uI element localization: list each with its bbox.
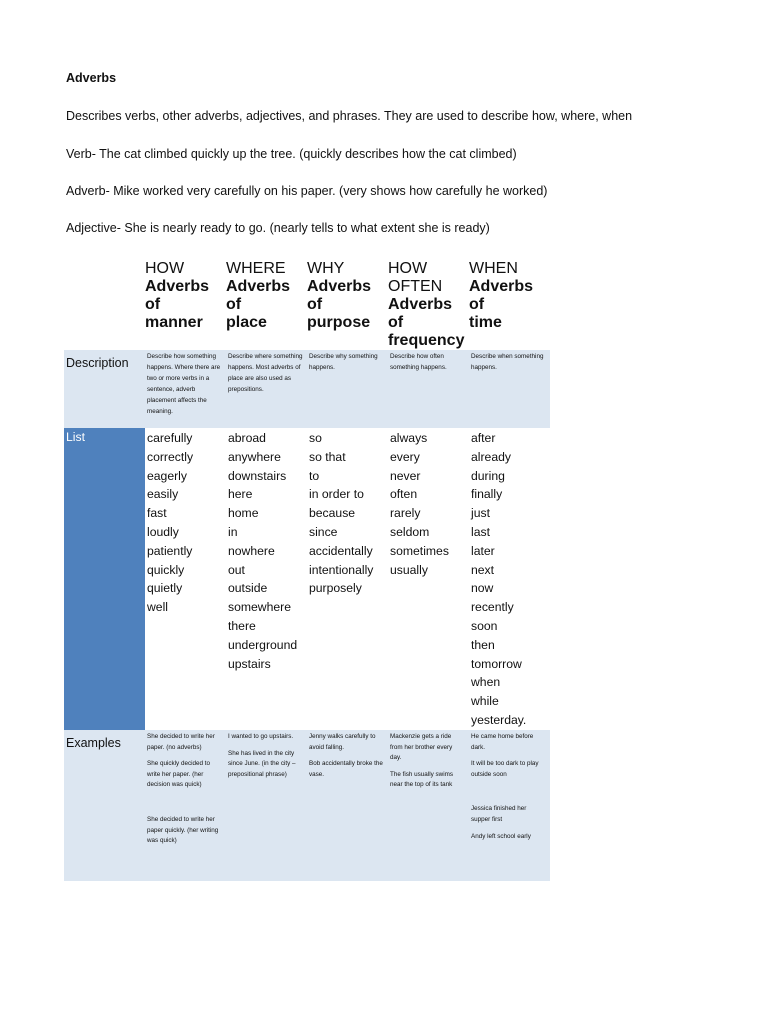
header-type: Adverbs of <box>307 278 372 313</box>
list-item: intentionally <box>309 562 374 577</box>
example-sentence: She decided to write her paper. (no adverbs) <box>147 733 215 751</box>
header-question: HOW OFTEN <box>388 260 443 295</box>
list-item: tomorrow <box>471 656 522 671</box>
description-cell: Describe why something happens. <box>307 350 388 428</box>
list-item: yesterday. <box>471 712 527 727</box>
list-cell <box>388 428 469 730</box>
list-item: to <box>309 468 320 483</box>
example-sentence: Bob accidentally broke the vase. <box>309 760 383 778</box>
list-item: every <box>390 449 420 464</box>
list-item: abroad <box>228 431 266 445</box>
header-corner <box>64 258 145 350</box>
description-cell: Describe how often something happens. <box>388 350 469 428</box>
list-item: well <box>147 600 168 615</box>
list-item: patiently <box>147 543 193 558</box>
header-category: frequency <box>388 332 465 349</box>
list-item: sometimes <box>390 543 449 558</box>
list-item: already <box>471 449 511 464</box>
description-cell: Describe where something happens. Most adverbs of place are also used as prepositions. <box>226 350 307 428</box>
list-item: often <box>390 487 418 502</box>
examples-cell <box>226 730 307 881</box>
list-item: carefully <box>147 431 193 445</box>
example-adverb: Adverb- Mike worked very carefully on his paper. (very shows how carefully he worked) <box>66 184 548 198</box>
spacer <box>147 797 222 815</box>
list-item: just <box>471 506 490 521</box>
example-sentence: She decided to write her paper quickly. (her writing was quick) <box>147 815 219 845</box>
list-item: since <box>309 524 338 539</box>
list-item: nowhere <box>228 543 275 558</box>
row-label-list: List <box>64 428 145 730</box>
list-cell <box>145 428 226 730</box>
header-type: Adverbs of <box>388 296 453 331</box>
list-item: always <box>390 431 428 445</box>
list-item: eagerly <box>147 468 187 483</box>
list-item: outside <box>228 581 268 596</box>
list-cell <box>469 428 550 730</box>
list-item: underground <box>228 637 298 652</box>
list-item: upstairs <box>228 656 271 671</box>
description-row <box>64 350 550 428</box>
header-question: WHERE <box>226 260 286 277</box>
document-title: Adverbs <box>66 71 117 85</box>
example-sentence: The fish usually swims near the top of its tank <box>390 770 453 789</box>
example-verb: Verb- The cat climbed quickly up the tree. (quickly describes how the cat climbed) <box>66 147 517 161</box>
list-item: soon <box>471 618 498 633</box>
header-category: purpose <box>307 314 371 331</box>
examples-cell <box>145 730 226 881</box>
header-question: WHY <box>307 260 345 277</box>
example-sentence: She has lived in the city since June. (in the city – prepositional phrase) <box>228 749 296 778</box>
example-sentence: It will be too dark to play outside soon <box>471 760 539 778</box>
header-question: WHEN <box>469 260 518 277</box>
header-row <box>64 258 550 350</box>
list-item: during <box>471 468 505 483</box>
list-item: so <box>309 431 322 445</box>
adverbs-table <box>64 258 550 881</box>
list-item: downstairs <box>228 468 287 483</box>
example-adjective: Adjective- She is nearly ready to go. (nearly tells to what extent she is ready) <box>66 221 490 235</box>
spacer <box>471 786 546 804</box>
list-item: easily <box>147 487 179 502</box>
row-label-examples: Examples <box>64 730 145 881</box>
header-how <box>145 258 226 350</box>
examples-cell <box>388 730 469 881</box>
list-item: somewhere <box>228 600 291 615</box>
header-type: Adverbs of <box>145 278 210 313</box>
list-item: rarely <box>390 506 421 521</box>
header-type: Adverbs of <box>469 278 534 313</box>
list-item: later <box>471 543 495 558</box>
list-item: finally <box>471 487 503 502</box>
list-item: last <box>471 524 490 539</box>
list-item: correctly <box>147 449 194 464</box>
list-item: seldom <box>390 524 430 539</box>
examples-row <box>64 730 550 881</box>
list-item: out <box>228 562 245 577</box>
header-question: HOW <box>145 260 185 277</box>
example-sentence: I wanted to go upstairs. <box>228 733 294 740</box>
list-item: quickly <box>147 562 185 577</box>
header-category: manner <box>145 314 203 331</box>
examples-cell <box>469 730 550 881</box>
header-type: Adverbs of <box>226 278 291 313</box>
list-item: loudly <box>147 524 179 539</box>
list-item: fast <box>147 506 167 521</box>
list-item: purposely <box>309 581 362 596</box>
list-row <box>64 428 550 730</box>
list-item: after <box>471 431 496 445</box>
list-item: there <box>228 618 256 633</box>
list-item: in <box>228 524 238 539</box>
example-sentence: Mackenzie gets a ride from her brother every day. <box>390 733 453 762</box>
list-item: because <box>309 506 356 521</box>
list-item: anywhere <box>228 449 281 464</box>
list-item: accidentally <box>309 543 373 558</box>
list-item: quietly <box>147 581 183 596</box>
list-item: never <box>390 468 421 483</box>
list-item: here <box>228 487 253 502</box>
header-where <box>226 258 307 350</box>
example-sentence: Jessica finished her supper first <box>471 805 527 823</box>
list-item: home <box>228 506 259 521</box>
list-item: next <box>471 562 495 577</box>
header-when <box>469 258 550 350</box>
header-why <box>307 258 388 350</box>
examples-cell <box>307 730 388 881</box>
list-cell <box>226 428 307 730</box>
list-item: in order to <box>309 487 364 502</box>
list-cell <box>307 428 388 730</box>
intro-paragraph: Describes verbs, other adverbs, adjectives, and phrases. They are used to describe how, where, when <box>66 109 633 123</box>
list-item: then <box>471 637 495 652</box>
example-sentence: Andy left school early <box>471 832 531 840</box>
list-item: now <box>471 581 494 596</box>
list-item: recently <box>471 600 514 615</box>
list-item: usually <box>390 562 428 577</box>
header-category: time <box>469 314 502 331</box>
header-how-often <box>388 258 469 350</box>
list-item: so that <box>309 449 346 464</box>
description-cell: Describe how something happens. Where there are two or more verbs in a sentence, adverb placement affects the meaning. <box>145 350 226 428</box>
description-cell: Describe when something happens. <box>469 350 550 428</box>
example-sentence: Jenny walks carefully to avoid falling. <box>309 733 376 751</box>
list-item: while <box>471 694 499 709</box>
list-item: when <box>471 675 501 690</box>
row-label-description: Description <box>64 350 145 428</box>
example-sentence: She quickly decided to write her paper. (her decision was quick) <box>147 760 211 789</box>
header-category: place <box>226 314 267 331</box>
example-sentence: He came home before dark. <box>471 733 534 751</box>
